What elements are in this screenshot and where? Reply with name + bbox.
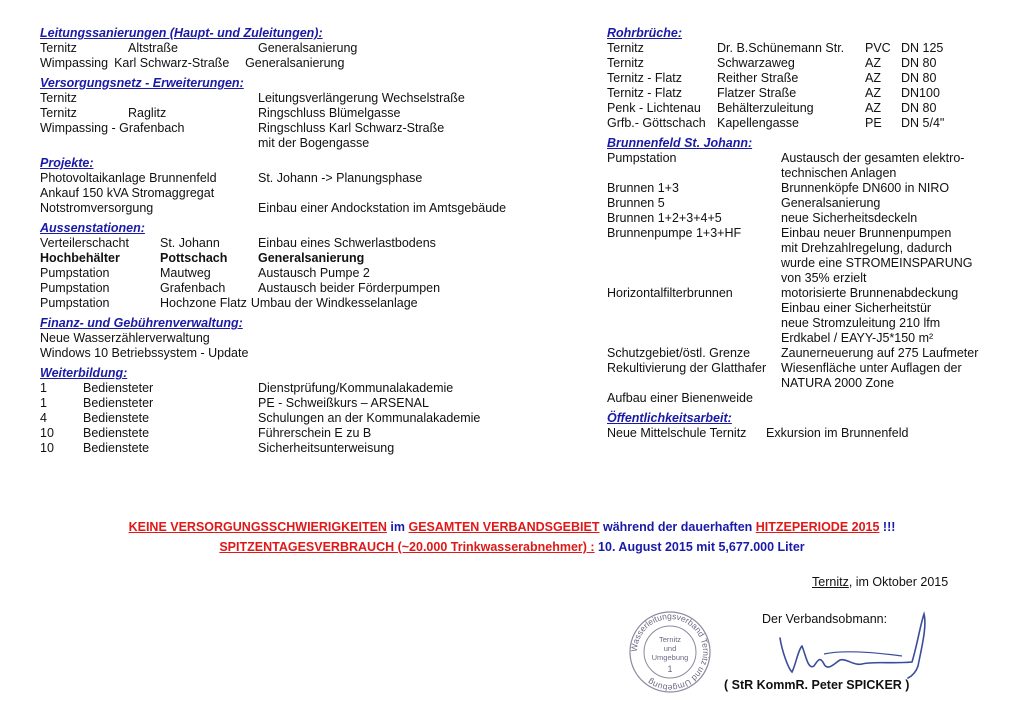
measure: Generalsanierung [258,251,365,265]
staff: Bediensteter [83,396,154,410]
place: Pottschach [160,251,228,265]
location: Ternitz [40,106,77,120]
banner-text: während der dauerhaften [599,520,756,534]
street: Schwarzaweg [717,56,795,70]
section-finanz [40,316,580,361]
material: AZ [865,71,881,85]
handwritten-signature [762,606,952,686]
station: Pumpstation [40,281,110,295]
list-item: Windows 10 Betriebssystem - Update [40,346,249,360]
item-label: Rekultivierung der Glatthafer [607,361,767,375]
activity: Exkursion im Brunnenfeld [766,426,909,440]
item-label [607,376,781,391]
item-label: Brunnen 5 [607,196,665,210]
list-item [607,376,1007,391]
measure: mit der Bogengasse [258,136,370,150]
list-item [40,296,580,311]
street: Karl Schwarz-Straße [114,56,230,70]
list-item [607,271,1007,286]
section-projekte [40,156,580,216]
section-title: Weiterbildung: [40,366,128,380]
item-detail: wurde eine STROMEINSPARUNG [781,256,973,270]
place: Hochzone Flatz [160,296,247,310]
section-oeffentlichkeitsarbeit [607,411,1007,441]
location: Ternitz - Flatz [607,86,683,100]
material: AZ [865,86,881,100]
section-title: Aussenstationen: [40,221,145,235]
measure: Einbau eines Schwerlastbodens [258,236,436,250]
section-title: Leitungssanierungen (Haupt- und Zuleitungen): [40,26,323,40]
street: Reither Straße [717,71,799,85]
item-label: Brunnenpumpe 1+3+HF [607,226,742,240]
official-seal [628,610,712,694]
place-name: Ternitz [812,575,849,589]
left-column [40,26,580,461]
item-detail: Generalsanierung [781,196,881,210]
list-item [607,391,1007,406]
diameter: DN 80 [901,56,937,70]
section-title: Brunnenfeld St. Johann: [607,136,753,150]
count: 4 [40,411,47,425]
location: Wimpassing [40,56,109,70]
section-title: Versorgungsnetz - Erweiterungen: [40,76,244,90]
section-title: Finanz- und Gebührenverwaltung: [40,316,243,330]
list-item [607,86,1007,101]
measure: Umbau der Windkesselanlage [250,296,418,310]
item-label: Brunnen 1+2+3+4+5 [607,211,722,225]
banner-highlight: SPITZENTAGESVERBRAUCH (~20.000 Trinkwasserabnehmer) : [219,540,595,554]
list-item [40,396,580,411]
list-item [607,361,1007,376]
item-detail: Einbau neuer Brunnenpumpen [781,226,952,240]
material: AZ [865,101,881,115]
diameter: DN100 [901,86,940,100]
measure: Ringschluss Karl Schwarz-Straße [258,121,445,135]
course: Sicherheitsunterweisung [258,441,395,455]
location: Ternitz [40,91,77,105]
banner-text: !!! [879,520,896,534]
course: Dienstprüfung/Kommunalakademie [258,381,454,395]
count: 10 [40,426,54,440]
location: Ternitz [607,56,644,70]
project: Ankauf 150 kVA Stromaggregat [40,186,215,200]
diameter: DN 125 [901,41,944,55]
list-item [607,331,1007,346]
item-detail: neue Stromzuleitung 210 lfm [781,316,941,330]
list-item [607,241,1007,256]
list-item [607,426,1007,441]
measure: Leitungsverlängerung Wechselstraße [258,91,465,105]
location: Ternitz [607,41,644,55]
staff: Bedienstete [83,426,150,440]
list-item [607,316,1007,331]
banner-highlight: HITZEPERIODE 2015 [755,520,880,534]
item-detail: Austausch der gesamten elektro- [781,151,965,165]
street: Kapellengasse [717,116,800,130]
station: Pumpstation [40,296,110,310]
item-detail: Zaunerneuerung auf 275 Laufmeter [781,346,979,360]
svg-text:Wasserleitungsverband Ternitz: Wasserleitungsverband Ternitz und Umgebung [628,610,712,694]
list-item [40,251,580,266]
list-item [607,181,1007,196]
item-detail: Brunnenköpfe DN600 in NIRO [781,181,950,195]
staff: Bedienstete [83,411,150,425]
item-detail: mit Drehzahlregelung, dadurch [781,241,952,255]
list-item [607,151,1007,166]
list-item [40,236,580,251]
section-rohrbrueche [607,26,1007,131]
list-item [607,56,1007,71]
banner-text: 10. August 2015 mit 5,677.000 Liter [594,540,805,554]
list-item [607,211,1007,226]
list-item: Neue Wasserzählerverwaltung [40,331,210,345]
item-label: Horizontalfilterbrunnen [607,286,733,300]
item-detail: Wiesenfläche unter Auflagen der [781,361,962,375]
svg-text:Umgebung: Umgebung [651,653,689,662]
list-item [40,91,580,106]
location: Ternitz [40,41,77,55]
project: Photovoltaikanlage Brunnenfeld [40,171,217,185]
station: Verteilerschacht [40,236,129,250]
diameter: DN 5/4" [901,116,945,130]
list-item [40,266,580,281]
item-detail: NATURA 2000 Zone [781,376,895,390]
item-detail: technischen Anlagen [781,166,897,180]
list-item [40,41,580,56]
list-item [40,186,580,201]
location [40,136,258,151]
staff: Bediensteter [83,381,154,395]
section-brunnenfeld [607,136,1007,406]
course: Führerschein E zu B [258,426,372,440]
section-title: Projekte: [40,156,94,170]
project: Notstromversorgung [40,201,154,215]
count: 10 [40,441,54,455]
place: St. Johann [160,236,220,250]
section-title: Öffentlichkeitsarbeit: [607,411,732,425]
item-label [607,241,781,256]
list-item [40,281,580,296]
list-item [40,411,580,426]
list-item [607,116,1007,131]
item-label [607,271,781,286]
signature-title: Der Verbandsobmann: [762,612,888,626]
staff: Bedienstete [83,441,150,455]
list-item [607,166,1007,181]
date-line [812,575,948,589]
banner-highlight: GESAMTEN VERBANDSGEBIET [408,520,600,534]
status: Einbau einer Andockstation im Amtsgebäude [258,201,507,215]
measure: Generalsanierung [258,41,358,55]
list-item [40,106,580,121]
right-column [607,26,1007,446]
list-item [40,56,580,71]
list-item [607,286,1007,301]
measure: Austausch Pumpe 2 [258,266,370,280]
status: St. Johann -> Planungsphase [258,171,423,185]
item-detail: Erdkabel / EAYY-J5*150 m² [781,331,934,345]
area: Raglitz [128,106,167,120]
list-item [607,346,1007,361]
count: 1 [40,381,47,395]
section-title: Rohrbrüche: [607,26,682,40]
item-label [607,166,781,181]
list-item [40,136,580,151]
street: Behälterzuleitung [717,101,814,115]
diameter: DN 80 [901,101,937,115]
measure: Ringschluss Blümelgasse [258,106,401,120]
list-item [607,256,1007,271]
section-leitungssanierungen [40,26,580,71]
street: Altstraße [128,41,179,55]
list-item [607,301,1007,316]
item-detail: neue Sicherheitsdeckeln [781,211,918,225]
item-label [607,316,781,331]
material: AZ [865,56,881,70]
section-aussenstationen [40,221,580,311]
material: PVC [865,41,891,55]
list-item [607,71,1007,86]
list-item [40,121,580,136]
station: Pumpstation [40,266,110,280]
street: Flatzer Straße [717,86,797,100]
list-item [40,426,580,441]
item-label: Schutzgebiet/östl. Grenze [607,346,751,360]
street: Dr. B.Schünemann Str. [717,41,845,55]
area [128,91,258,106]
banner-line-2 [0,539,1024,555]
banner-highlight: KEINE VERSORGUNGSSCHWIERIGKEITEN [128,520,387,534]
item-label: Brunnen 1+3 [607,181,679,195]
banner-text: im [386,520,409,534]
partner: Neue Mittelschule Ternitz [607,426,747,440]
place: Grafenbach [160,281,226,295]
list-item [607,41,1007,56]
list-item [40,171,580,186]
count: 1 [40,396,47,410]
location: Ternitz - Flatz [607,71,683,85]
svg-text:Ternitz: Ternitz [658,635,682,644]
item-detail: von 35% erzielt [781,271,867,285]
banner-line-1 [0,519,1024,535]
location: Grfb.- Göttschach [607,116,706,130]
list-item [40,441,580,456]
section-weiterbildung [40,366,580,456]
item-detail: motorisierte Brunnenabdeckung [781,286,959,300]
list-item [40,201,580,216]
item-label: Pumpstation [607,151,677,165]
material: PE [865,116,882,130]
list-item [40,381,580,396]
item-detail: Einbau einer Sicherheitstür [781,301,932,315]
item-label [607,256,781,271]
station: Hochbehälter [40,251,120,265]
location: Penk - Lichtenau [607,101,701,115]
measure: Austausch beider Förderpumpen [258,281,441,295]
list-item [607,226,1007,241]
section-versorgungsnetz [40,76,580,151]
list-item [607,101,1007,116]
svg-text:1: 1 [667,664,673,674]
item-label: Aufbau einer Bienenweide [607,391,753,405]
location: Wimpassing - Grafenbach [40,121,185,135]
list-item [607,196,1007,211]
svg-text:und: und [663,644,677,653]
course: Schulungen an der Kommunalakademie [258,411,481,425]
course: PE - Schweißkurs – ARSENAL [258,396,429,410]
signatory-name: ( StR KommR. Peter SPICKER ) [724,678,910,692]
date-text: , im Oktober 2015 [848,575,949,589]
measure: Generalsanierung [245,56,345,70]
diameter: DN 80 [901,71,937,85]
item-label [607,331,781,346]
item-label [607,301,781,316]
place: Mautweg [160,266,211,280]
